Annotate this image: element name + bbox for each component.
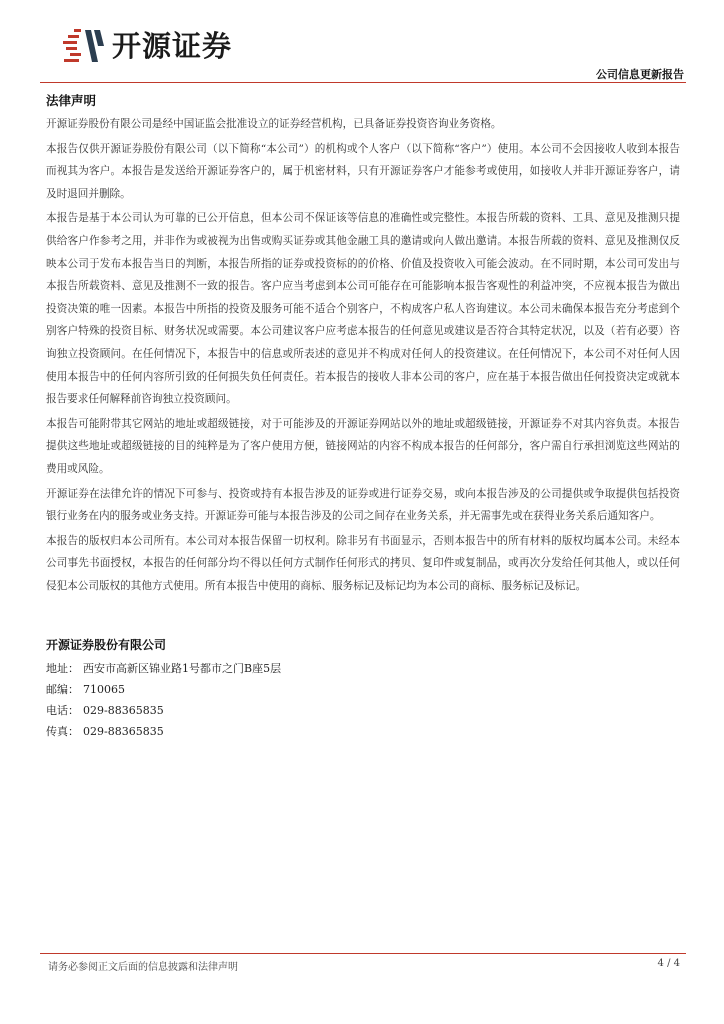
legal-paragraph: 开源证券股份有限公司是经中国证监会批准设立的证券经营机构，已具备证券投资咨询业务资格。 xyxy=(46,118,502,130)
contact-block xyxy=(46,658,281,742)
logo-text: 开源证券 xyxy=(112,29,233,63)
footer-disclaimer: 请务必参阅正文后面的信息披露和法律声明 xyxy=(48,962,238,973)
report-type-label: 公司信息更新报告 xyxy=(596,68,684,81)
section-title: 法律声明 xyxy=(46,93,97,108)
contact-postcode xyxy=(46,679,281,700)
contact-fax xyxy=(46,721,281,742)
legal-section xyxy=(46,91,680,599)
header-divider xyxy=(40,82,686,83)
kaiyuan-logo-icon xyxy=(58,26,106,66)
footer-divider xyxy=(40,953,686,954)
legal-paragraph: 本报告是基于本公司认为可靠的已公开信息，但本公司不保证该等信息的准确性或完整性。本报告所载的资料、工具、意见及推测只提供给客户作参考之用，并非作为或被视为出售或购买证券或其他金融工具的邀请或向人做出邀请。本报告所载的资料、意见及推测仅反映本公司于发布本报告当日的判断，本报告所指的证券或投资标的的价格、价值及投资收入可能会波动。在不同时期，本公司可发出与本报告所载资料、意见及推测不一致的报告。客户应当考虑到本公司可能存在可能影响本报告客观性的利益冲突，不应视本报告为做出投资决策的唯一因素。本报告中所指的投资及服务可能不适合个别客户，不构成客户私人咨询建议。本公司未确保本报告充分考虑到个别客户特殊的投资目标、财务状况或需要。本公司建议客户应考虑本报告的任何意见或建议是否符合其特定状况，以及（若有必要）咨询独立投资顾问。在任何情况下，本报告中的信息或所表述的意见并不构成对任何人的投资建议。在任何情况下，本公司不对任何人因使用本报告中的任何内容所引致的任何损失负任何责任。若本报告的接收人非本公司的客户，应在基于本报告做出任何投资决定或就本报告要求任何解释前咨询独立投资顾问。 xyxy=(46,212,680,406)
legal-paragraph: 本报告的版权归本公司所有。本公司对本报告保留一切权利。除非另有书面显示，否则本报告中的所有材料的版权均属本公司。未经本公司事先书面授权，本报告的任何部分均不得以任何方式制作任何形式的拷贝、复印件或复制品，或再次分发给任何其他人，或以任何侵犯本公司版权的其他方式使用。所有本报告中使用的商标、服务标记及标记均为本公司的商标、服务标记及标记。 xyxy=(46,534,680,592)
contact-value: 西安市高新区锦业路1号都市之门B座5层 xyxy=(83,662,282,675)
contact-label: 传真： xyxy=(46,725,79,738)
contact-phone xyxy=(46,700,281,721)
contact-value: 029-88365835 xyxy=(83,704,164,717)
contact-value: 710065 xyxy=(83,683,125,696)
legal-paragraph: 本报告仅供开源证券股份有限公司（以下简称“本公司”）的机构或个人客户（以下简称“客户”）使用。本公司不会因接收人收到本报告而视其为客户。本报告是发送给开源证券客户的，属于机密材料，只有开源证券客户才能参考或使用，如接收人并非开源证券客户，请及时退回并删除。 xyxy=(46,142,680,200)
contact-address xyxy=(46,658,281,679)
contact-label: 地址： xyxy=(46,662,79,675)
page-number: 4 / 4 xyxy=(657,958,680,969)
contact-label: 电话： xyxy=(46,704,79,717)
company-name: 开源证券股份有限公司 xyxy=(46,638,167,652)
legal-paragraph: 本报告可能附带其它网站的地址或超级链接，对于可能涉及的开源证券网站以外的地址或超级链接，开源证券不对其内容负责。本报告提供这些地址或超级链接的目的纯粹是为了客户使用方便，链接网站的内容不构成本报告的任何部分，客户需自行承担浏览这些网站的费用或风险。 xyxy=(46,417,680,475)
legal-paragraph: 开源证券在法律允许的情况下可参与、投资或持有本报告涉及的证券或进行证券交易，或向本报告涉及的公司提供或争取提供包括投资银行业务在内的服务或业务支持。开源证券可能与本报告涉及的公司之间存在业务关系，并无需事先或在获得业务关系后通知客户。 xyxy=(46,487,680,523)
page-header xyxy=(40,18,686,84)
company-logo xyxy=(58,24,232,68)
contact-label: 邮编： xyxy=(46,683,79,696)
contact-value: 029-88365835 xyxy=(83,725,164,738)
